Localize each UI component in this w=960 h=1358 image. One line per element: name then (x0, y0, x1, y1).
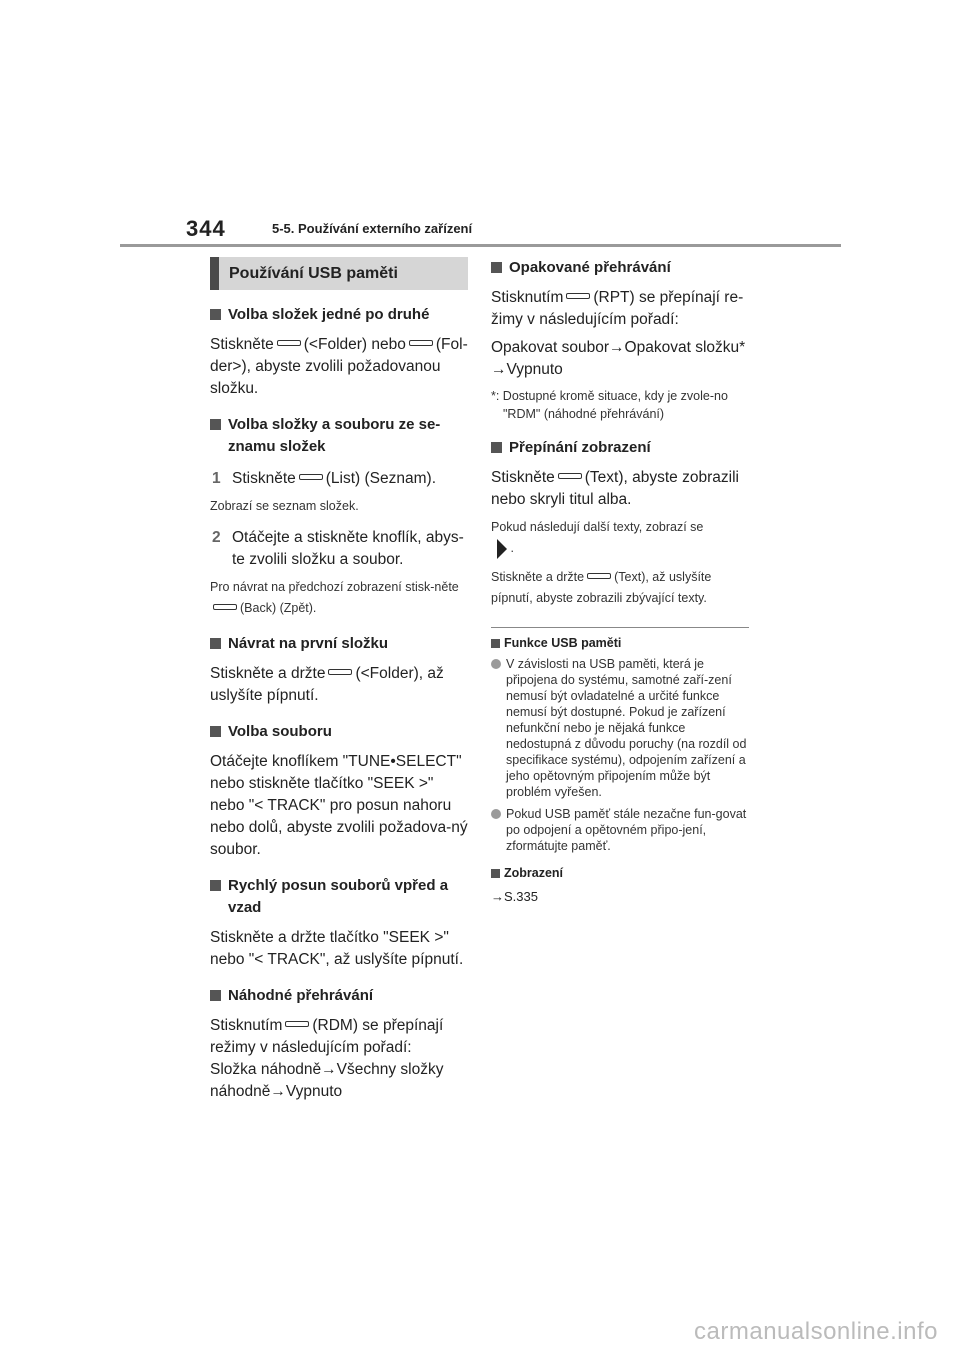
paragraph-display: Stiskněte (Text), abyste zobrazili nebo skryli titul alba. (491, 469, 739, 508)
button-icon (299, 474, 323, 480)
step-2: 2 Otáčejte a stiskněte knoflík, abys-te zvolili složku a soubor. (212, 529, 464, 568)
paragraph-first-folder: Stiskněte a držte (<Folder), až uslyšíte pípnutí. (210, 665, 444, 704)
left-column (210, 257, 468, 1103)
usb-section-heading: Používání USB paměti (210, 257, 468, 290)
heading-fast-forward: Rychlý posun souborů vpřed a vzad (210, 875, 468, 919)
footnote-star: *: Dostupné kromě situace, kdy je zvole-no "RDM" (náhodné přehrávání) (491, 389, 728, 421)
heading-file-select: Volba souboru (210, 721, 468, 743)
subheading-display: Zobrazení (491, 866, 749, 880)
section-title: 5-5. Používání externího zařízení (272, 221, 473, 236)
paragraph-file-select: Otáčejte knoflíkem "TUNE•SELECT" nebo stiskněte tlačítko "SEEK >" nebo "< TRACK" pro posun nahoru nebo dolů, abyste zvolili požadova-ný soubor. (210, 753, 468, 858)
button-icon (277, 340, 301, 346)
heading-random: Náhodné přehrávání (210, 985, 468, 1007)
right-column (491, 257, 749, 908)
heading-folder-select: Volba složek jedné po druhé (210, 304, 468, 326)
step-1: 1 Stiskněte (List) (Seznam). (212, 470, 437, 487)
button-icon (213, 604, 237, 610)
more-text-arrow-icon (497, 539, 507, 559)
button-icon (558, 473, 582, 479)
note-back: Pro návrat na předchozí zobrazení stisk-něte(Back) (Zpět). (210, 580, 459, 615)
separator (491, 627, 749, 628)
heading-repeat: Opakované přehrávání (491, 257, 749, 279)
button-icon (285, 1021, 309, 1027)
paragraph-repeat: Stisknutím (RPT) se přepínají re-žimy v následujícím pořadí: (491, 289, 744, 328)
button-icon (566, 293, 590, 299)
heading-folder-list: Volba složky a souboru ze se-znamu složek (210, 414, 468, 458)
paragraph-random: Stisknutím (RDM) se přepínají režimy v následujícím pořadí: Složka náhodně→Všechny složky náhodně→Vypnuto (210, 1017, 444, 1100)
button-icon (328, 669, 352, 675)
bullet-item: V závislosti na USB paměti, která je připojena do systému, samotné zaří-zení nemusí být ovladatelné a určité funkce nemusí být dostupné. Pokud je zařízení nefunkční nebo je nějaká funkce nedostupná z důvodu poruchy (na rozdíl od specifikace systému), odpojením zařízení a jeho opětovným připojením může být problém vyřešen. (491, 656, 749, 800)
paragraph-fast-forward: Stiskněte a držte tlačítko "SEEK >" nebo "< TRACK", až uslyšíte pípnutí. (210, 929, 464, 968)
note-remaining-texts: Stiskněte a držte (Text), až uslyšíte pípnutí, abyste zobrazili zbývající texty. (491, 570, 712, 605)
button-icon (409, 340, 433, 346)
button-icon (587, 573, 611, 579)
paragraph-folder-select: Stiskněte (<Folder) nebo (Fol-der>), abyste zvolili požadovanou složku. (210, 336, 468, 397)
bullet-item: Pokud USB paměť stále nezačne fun-govat po odpojení a opětovném připo-jení, zformátujte paměť. (491, 806, 749, 854)
watermark: carmanualsonline.info (694, 1318, 938, 1345)
note-more-texts: Pokud následují další texty, zobrazí se . (491, 517, 749, 559)
paragraph-repeat-order: Opakovat soubor→Opakovat složku* →Vypnuto (491, 339, 746, 378)
note-folder-list: Zobrazí se seznam složek. (210, 499, 359, 513)
heading-display: Přepínání zobrazení (491, 437, 749, 459)
heading-first-folder: Návrat na první složku (210, 633, 468, 655)
header-rule (120, 244, 841, 247)
subheading-usb-functions: Funkce USB paměti (491, 636, 749, 650)
page-reference: →S.335 (491, 889, 538, 904)
page-number: 344 (186, 216, 226, 241)
